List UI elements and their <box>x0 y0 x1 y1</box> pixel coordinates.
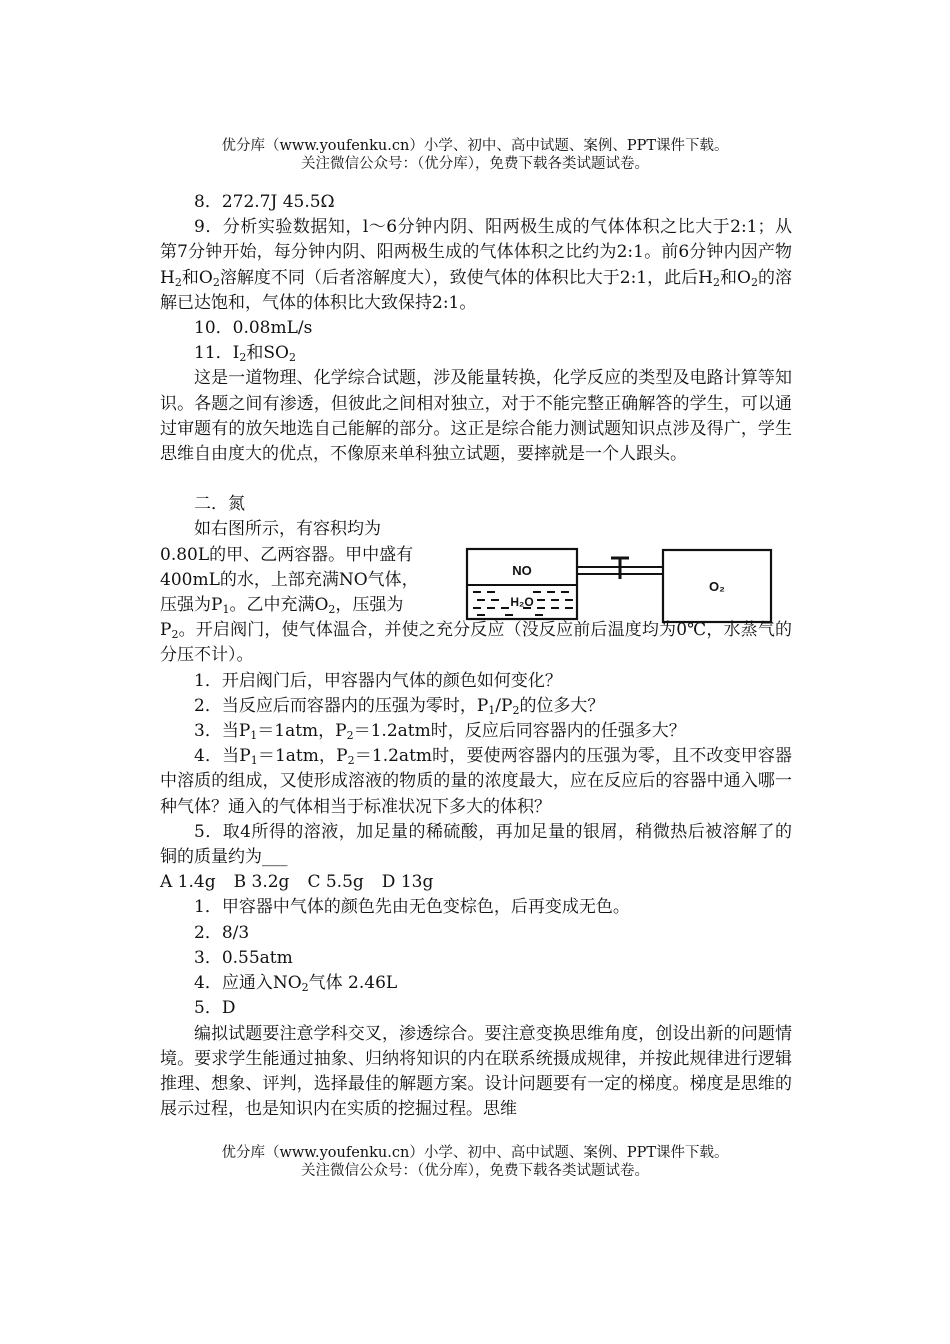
label-o2: O₂ <box>709 579 725 594</box>
choices <box>160 870 792 895</box>
choice-d: D 13g <box>381 872 434 893</box>
intro-line-4: 压强为$P_1$。乙中充满$O_2$，压强为 <box>160 595 404 617</box>
section2-title: 二．氮 <box>194 494 245 515</box>
document-body <box>160 190 792 1122</box>
header-line-1: 优分库（www.youfenku.cn）小学、初中、高中试题、案例、PPT课件下载。 <box>221 138 729 154</box>
answer-5: 5．D <box>194 998 236 1019</box>
question-5: 5．取4所得的溶液，加足量的稀硫酸，再加足量的银屑，稍微热后被溶解了的铜的质量约为___ <box>160 821 792 868</box>
header-line-2: 关注微信公众号：（优分库），免费下载各类试题试卷。 <box>301 156 649 172</box>
answer-11: 11．$I_2$和$SO_2$ <box>194 343 296 365</box>
answer-2: 2．8/3 <box>194 922 250 943</box>
apparatus-diagram <box>465 545 775 625</box>
page-footer <box>0 1144 950 1180</box>
footer-line-1: 优分库（www.youfenku.cn）小学、初中、高中试题、案例、PPT课件下载。 <box>221 1145 729 1161</box>
intro-line-3: 400mL的水，上部充满NO气体， <box>160 569 419 590</box>
section1-comment: 这是一道物理、化学综合试题，涉及能量转换，化学反应的类型及电路计算等知识。各题之间有渗透，但彼此之间相对独立，对于不能完整正确解答的学生，可以通过审题有的放矢地选自己能解的部分。这正是综合能力测试题知识点涉及得广，学生思维自由度大的优点，不像原来单科独立试题，要摔就是一个人跟头。 <box>160 368 792 465</box>
question-1: 1．开启阀门后，甲容器内气体的颜色如何变化？ <box>194 670 562 691</box>
label-no: NO <box>512 563 532 578</box>
intro-line-2: 0.80L的甲、乙两容器。甲中盛有 <box>160 544 414 565</box>
intro-rest: $P_2$。开启阀门，使气体温合，并使之充分反应（没反应前后温度均为0℃，水蒸气的分压不计）。 <box>160 620 792 666</box>
answer-8: 8．272.7J 45.5Ω <box>194 192 335 212</box>
label-water: H₂O <box>510 595 534 609</box>
section2-comment: 编拟试题要注意学科交叉，渗透综合。要注意变换思维角度，创设出新的问题情境。要求学生能通过抽象、归纳将知识的内在联系统摄成规律，并按此规律进行逻辑推理、想象、评判，选择最佳的解题方案。设计问题要有一定的梯度。梯度是思维的展示过程，也是知识内在实质的挖掘过程。思维 <box>160 1023 792 1120</box>
choice-b: B 3.2g <box>233 872 290 893</box>
intro-line-1: 如右图所示，有容积均为 <box>194 519 381 540</box>
choice-a: A 1.4g <box>160 872 216 893</box>
question-3: 3．当$P_1=1atm$，$P_2=1.2atm$时，反应后同容器内的任强多大？ <box>194 721 686 743</box>
page-header <box>0 137 950 173</box>
answer-1: 1．甲容器中气体的颜色先由无色变棕色，后再变成无色。 <box>194 897 630 918</box>
footer-line-2: 关注微信公众号：（优分库），免费下载各类试题试卷。 <box>301 1163 649 1179</box>
answer-9: 9．分析实验数据知，l～6分钟内阴、阳两极生成的气体体积之比大于2:1；从第7分钟开始，每分钟内阴、阳两极生成的气体体积之比约为2:1。前6分钟内因产物$H_2$和$O_2$溶解度不同（后者溶解度大），致使气体的体积比大于2:1，此后$H_2$和$O_2$的溶解已达饱和，气体的体积比大致保持2:1。 <box>160 217 793 313</box>
answer-10: 10．0.08mL/s <box>194 318 313 339</box>
answer-4: 4．应通入$NO_2$气体 2.46L <box>194 973 398 995</box>
answer-3: 3．0.55atm <box>194 947 293 968</box>
question-2: 2．当反应后而容器内的压强为零时，$P_1/P_2$的位多大？ <box>194 695 605 717</box>
choice-c: C 5.5g <box>307 872 364 893</box>
question-4: 4．当$P_1=1atm$，$P_2=1.2atm$时，要使两容器内的压强为零，且不改变甲容器中溶质的组成，又使形成溶液的物质的量的浓度最大，应在反应后的容器中通入哪一种气体？通入的气体相当于标准状况下多大的体积？ <box>160 746 793 817</box>
